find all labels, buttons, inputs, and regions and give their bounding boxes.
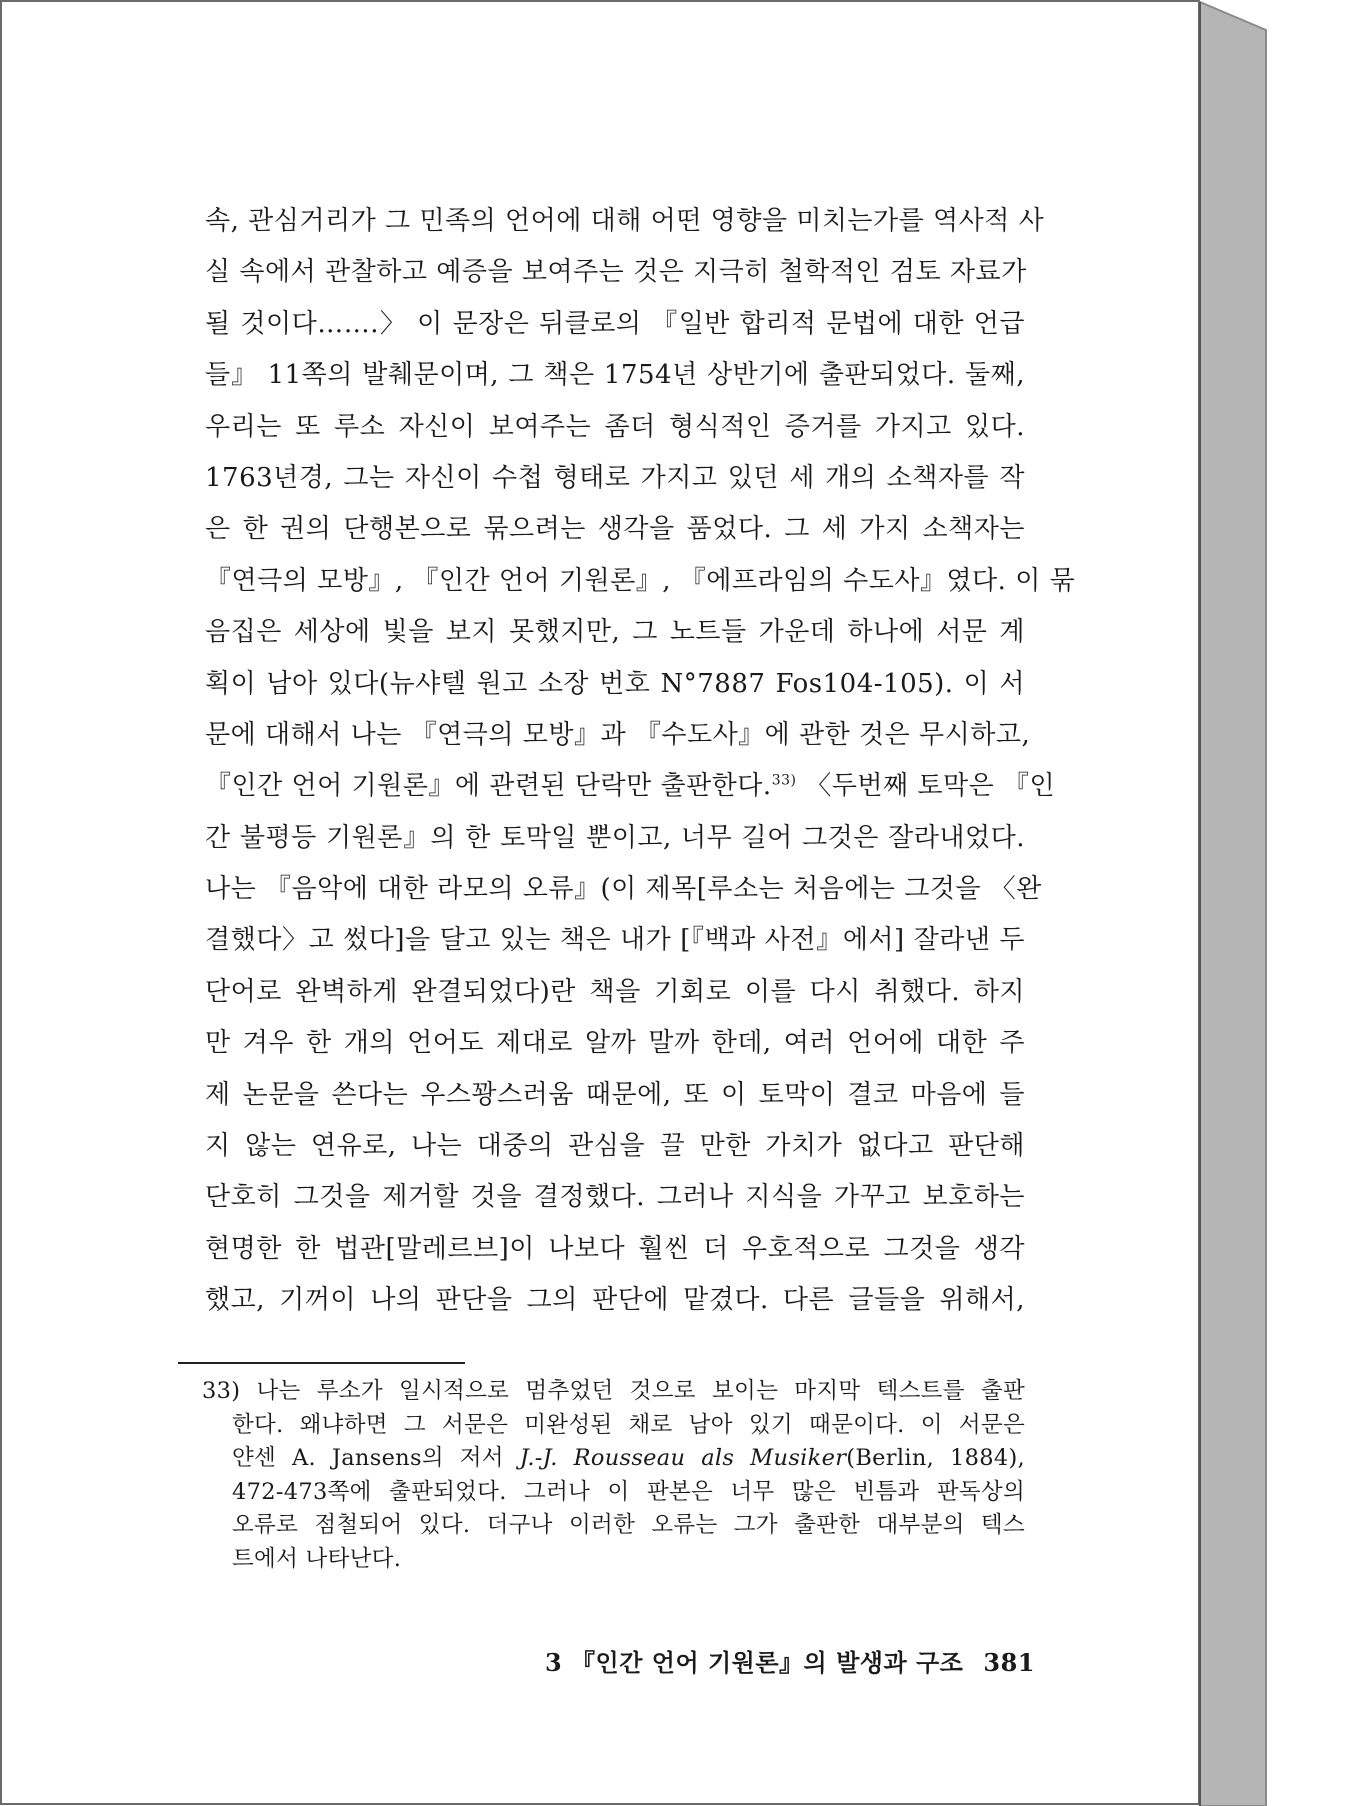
body-line-with-note — [205, 761, 1056, 812]
body-line: 간 불평등 기원론』의 한 토막일 뿐이고, 너무 길어 그것은 잘라내었다. — [205, 822, 1025, 853]
body-line: 실 속에서 관찰하고 예증을 보여주는 것은 지극히 철학적인 검토 자료가 — [205, 257, 1027, 288]
body-line: 『연극의 모방』, 『인간 언어 기원론』, 『에프라임의 수도사』였다. 이 묶 — [205, 565, 1076, 596]
body-line: 단호히 그것을 제거할 것을 결정했다. 그러나 지식을 가꾸고 보호하는 — [205, 1182, 1025, 1213]
book-side-face — [1200, 2, 1266, 1806]
footnote-line: 오류로 점철되어 있다. 더구나 이러한 오류는 그가 출판한 대부분의 텍스 — [232, 1512, 1025, 1539]
body-line: 획이 남아 있다(뉴샤텔 원고 소장 번호 N°7887 Fos104-105). 이 서 — [205, 668, 1025, 699]
body-line: 만 겨우 한 개의 언어도 제대로 알까 말까 한데, 여러 언어에 대한 주 — [205, 1028, 1025, 1059]
body-line: 지 않는 연유로, 나는 대중의 관심을 끌 만한 가치가 없다고 판단해 — [205, 1131, 1025, 1162]
body-text — [205, 196, 1076, 1327]
body-line: 은 한 권의 단행본으로 묶으려는 생각을 품었다. 그 세 가지 소책자는 — [205, 514, 1025, 545]
chapter-title: 3 『인간 언어 기원론』의 발생과 구조 — [545, 1648, 964, 1677]
footnote-33 — [202, 1375, 1025, 1577]
body-line: 1763년경, 그는 자신이 수첩 형태로 가지고 있던 세 개의 소책자를 작 — [205, 462, 1025, 493]
footnote-reference[interactable]: 33) — [771, 772, 797, 789]
footnote-text: 얀센 A. Jansens의 저서 — [232, 1445, 520, 1472]
body-line: 나는 『음악에 대한 라모의 오류』(이 제목[루소는 처음에는 그것을 〈완 — [205, 874, 1042, 905]
running-footer — [545, 1643, 1035, 1678]
body-line: 결했다〉고 썼다]을 달고 있는 책은 내가 [『백과 사전』에서] 잘라낸 두 — [205, 925, 1025, 956]
footnote-divider — [178, 1362, 465, 1364]
body-line: 들』 11쪽의 발췌문이며, 그 책은 1754년 상반기에 출판되었다. 둘째, — [205, 360, 1025, 391]
body-line: 제 논문을 쓴다는 우스꽝스러움 때문에, 또 이 토막이 결코 마음에 들 — [205, 1079, 1025, 1110]
book-title-italic: J.-J. Rousseau als Musiker — [519, 1445, 847, 1472]
body-line: 현명한 한 법관[말레르브]이 나보다 훨씬 더 우호적으로 그것을 생각 — [205, 1233, 1025, 1264]
footnote-text: (Berlin, 1884), — [846, 1445, 1025, 1472]
body-line: 될 것이다…….〉 이 문장은 뒤클로의 『일반 합리적 문법에 대한 언급 — [205, 308, 1025, 339]
body-line: 단어로 완벽하게 완결되었다)란 책을 기회로 이를 다시 취했다. 하지 — [205, 976, 1025, 1007]
footnote-line: 472-473쪽에 출판되었다. 그러나 이 판본은 너무 많은 빈틈과 판독상의 — [232, 1478, 1025, 1505]
footnote-line: 트에서 나타난다. — [232, 1545, 402, 1572]
page-number: 381 — [983, 1648, 1035, 1677]
body-line-head: 『인간 언어 기원론』에 관련된 단락만 출판한다. — [205, 771, 772, 802]
body-line: 속, 관심거리가 그 민족의 언어에 대해 어떤 영향을 미치는가를 역사적 사 — [205, 206, 1045, 236]
body-line-tail: 〈두번째 토막은 『인 — [796, 771, 1056, 802]
footnote-marker: 33) — [202, 1378, 241, 1404]
body-line: 문에 대해서 나는 『연극의 모방』과 『수도사』에 관한 것은 무시하고, — [205, 719, 1031, 750]
body-line: 우리는 또 루소 자신이 보여주는 좀더 형식적인 증거를 가지고 있다. — [205, 411, 1025, 442]
footnote-text: 나는 루소가 일시적으로 멈추었던 것으로 보이는 마지막 텍스트를 출판 — [256, 1378, 1025, 1404]
body-line: 음집은 세상에 빛을 보지 못했지만, 그 노트들 가운데 하나에 서문 계 — [205, 617, 1025, 648]
footnote-line — [202, 1442, 1025, 1476]
body-line: 했고, 기꺼이 나의 판단을 그의 판단에 맡겼다. 다른 글들을 위해서, — [205, 1285, 1025, 1316]
footnote-line — [202, 1375, 1025, 1409]
footnote-line: 한다. 왜냐하면 그 서문은 미완성된 채로 남아 있기 때문이다. 이 서문은 — [232, 1411, 1025, 1438]
